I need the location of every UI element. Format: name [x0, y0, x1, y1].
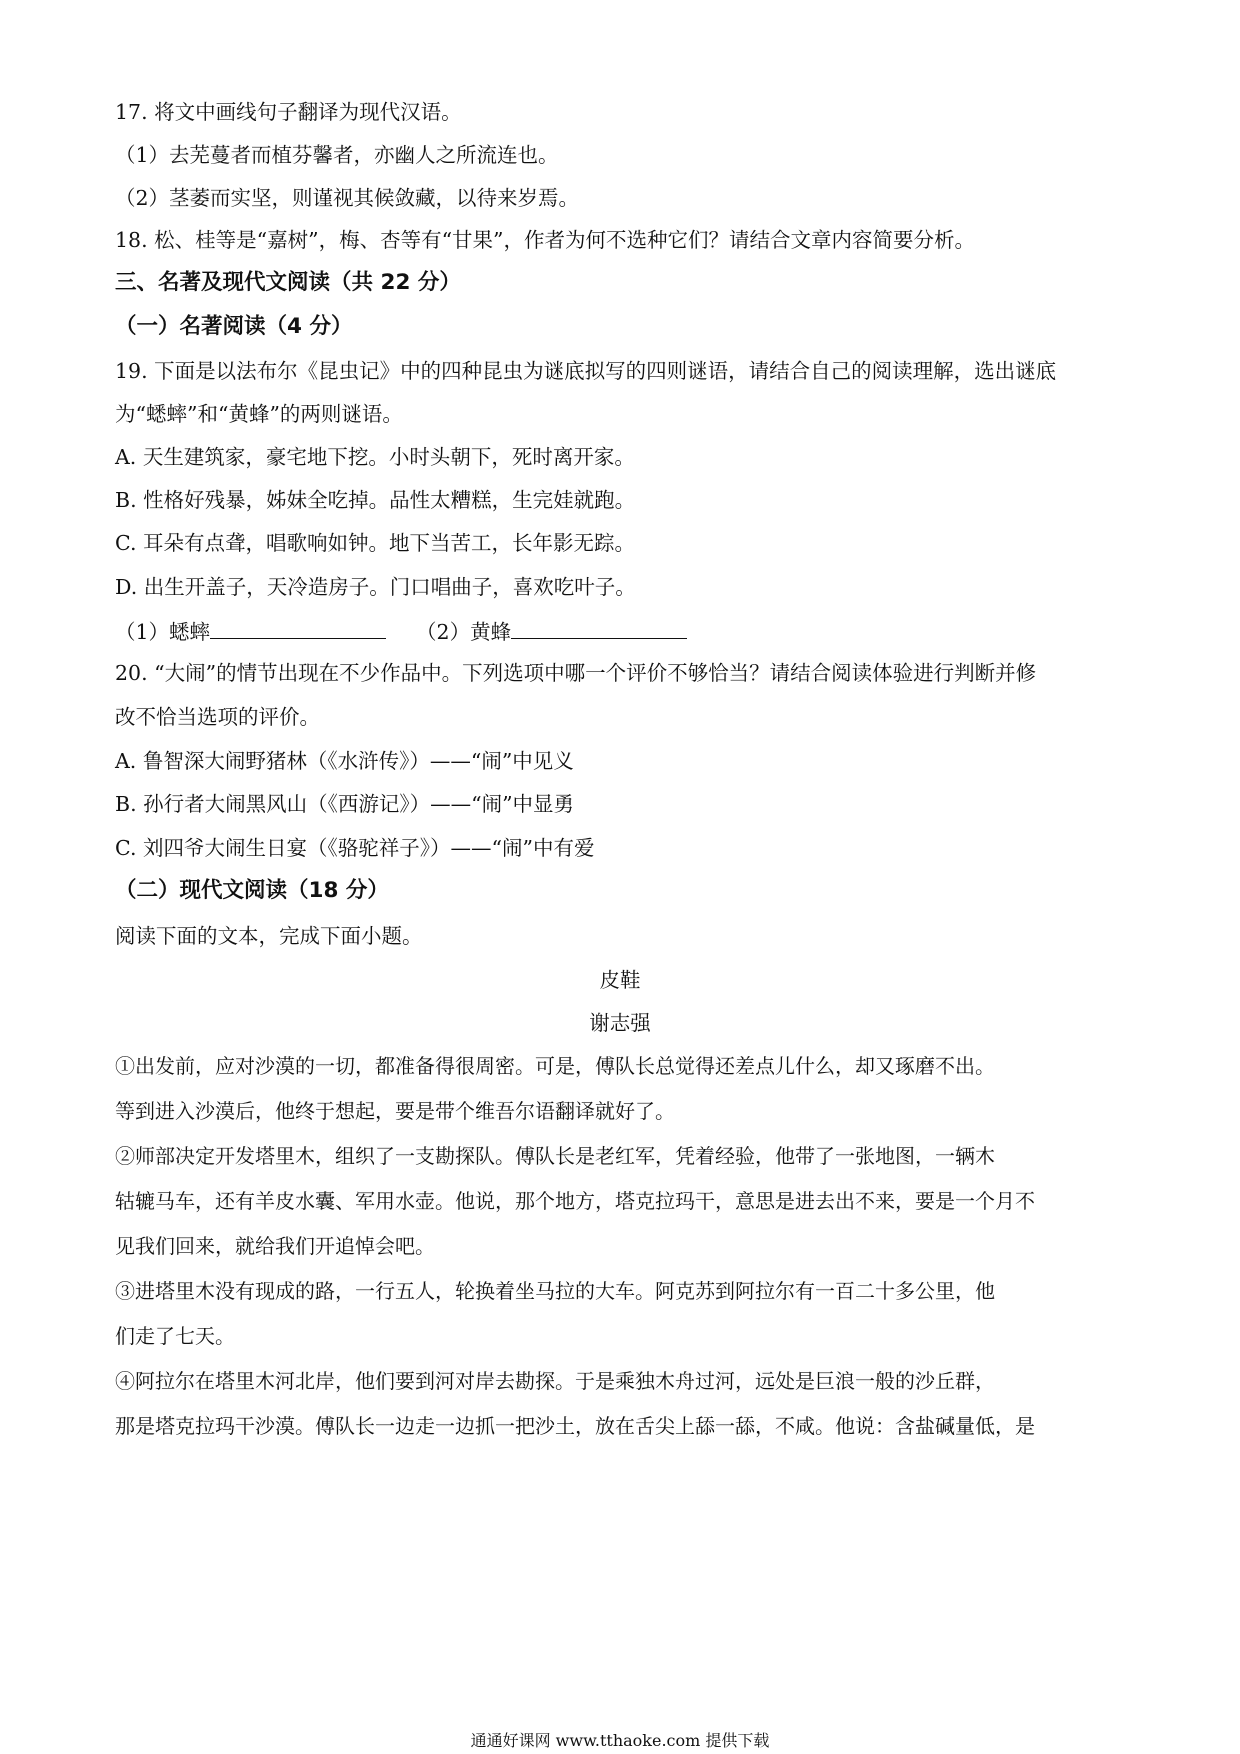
question-17-stem: 17. 将文中画线句子翻译为现代汉语。	[115, 100, 462, 124]
question-19-option-d: D. 出生开盖子，天冷造房子。门口唱曲子，喜欢吃叶子。	[115, 575, 636, 599]
question-18: 18. 松、桂等是“嘉树”，梅、杏等有“甘果”，作者为何不选种它们？请结合文章内容简要分析。	[115, 228, 976, 252]
page-footer: 通通好课网 www.tthaoke.com 提供下载	[470, 1731, 770, 1750]
part-2-heading: （二）现代文阅读（18 分）	[115, 878, 389, 903]
article-line: ①出发前，应对沙漠的一切，都准备得很周密。可是，傅队长总觉得还差点儿什么，却又琢磨不出。	[115, 1054, 995, 1078]
article-line: 见我们回来，就给我们开追悼会吧。	[115, 1234, 435, 1258]
article-author: 谢志强	[589, 1011, 651, 1035]
article-line: 们走了七天。	[115, 1324, 235, 1348]
question-20-option-b: B. 孙行者大闹黑风山（《西游记》）——“闹”中显勇	[115, 792, 575, 816]
article-title: 皮鞋	[599, 968, 641, 992]
question-20-stem-line-1: 20. “大闹”的情节出现在不少作品中。下列选项中哪一个评价不够恰当？请结合阅读体验进行判断并修	[115, 661, 1037, 685]
article-line: 轱辘马车，还有羊皮水囊、军用水壶。他说，那个地方，塔克拉玛干，意思是进去出不来，要是一个月不	[115, 1189, 1035, 1213]
article-line: ②师部决定开发塔里木，组织了一支勘探队。傅队长是老红军，凭着经验，他带了一张地图，一辆木	[115, 1144, 995, 1168]
question-17-sentence-1: （1）去芜蔓者而植芬馨者，亦幽人之所流连也。	[115, 143, 559, 167]
question-17-sentence-2: （2）茎萎而实坚，则谨视其候敛藏，以待来岁焉。	[115, 186, 580, 210]
question-19-answer-row	[115, 616, 1125, 646]
question-19-stem-line-2: 为“蟋蟀”和“黄蜂”的两则谜语。	[115, 402, 403, 426]
question-20-option-c: C. 刘四爷大闹生日宴（《骆驼祥子》）——“闹”中有爱	[115, 836, 595, 860]
article-line: 等到进入沙漠后，他终于想起，要是带个维吾尔语翻译就好了。	[115, 1099, 675, 1123]
question-19-stem-line-1: 19. 下面是以法布尔《昆虫记》中的四种昆虫为谜底拟写的四则谜语，请结合自己的阅读理解，选出谜底	[115, 359, 1057, 383]
answer-blank-cricket[interactable]	[210, 616, 386, 639]
part-1-heading: （一）名著阅读（4 分）	[115, 314, 353, 339]
answer-blank-wasp[interactable]	[511, 616, 687, 639]
question-20-option-a: A. 鲁智深大闹野猪林（《水浒传》）——“闹”中见义	[115, 749, 574, 773]
answer-label-wasp: （2）黄蜂	[416, 620, 512, 644]
article-line: ③进塔里木没有现成的路，一行五人，轮换着坐马拉的大车。阿克苏到阿拉尔有一百二十多公里，他	[115, 1279, 995, 1303]
article-line: 那是塔克拉玛干沙漠。傅队长一边走一边抓一把沙土，放在舌尖上舔一舔，不咸。他说：含盐碱量低，是	[115, 1414, 1035, 1438]
section-3-heading: 三、名著及现代文阅读（共 22 分）	[115, 270, 461, 295]
reading-instruction: 阅读下面的文本，完成下面小题。	[115, 924, 423, 948]
question-20-stem-line-2: 改不恰当选项的评价。	[115, 705, 320, 729]
article-line: ④阿拉尔在塔里木河北岸，他们要到河对岸去勘探。于是乘独木舟过河，远处是巨浪一般的沙丘群，	[115, 1369, 995, 1393]
question-19-option-a: A. 天生建筑家，豪宅地下挖。小时头朝下，死时离开家。	[115, 445, 635, 469]
answer-label-cricket: （1）蟋蟀	[115, 620, 211, 644]
question-19-option-b: B. 性格好残暴，姊妹全吃掉。品性太糟糕，生完娃就跑。	[115, 488, 636, 512]
question-19-option-c: C. 耳朵有点聋，唱歌响如钟。地下当苦工，长年影无踪。	[115, 531, 635, 555]
